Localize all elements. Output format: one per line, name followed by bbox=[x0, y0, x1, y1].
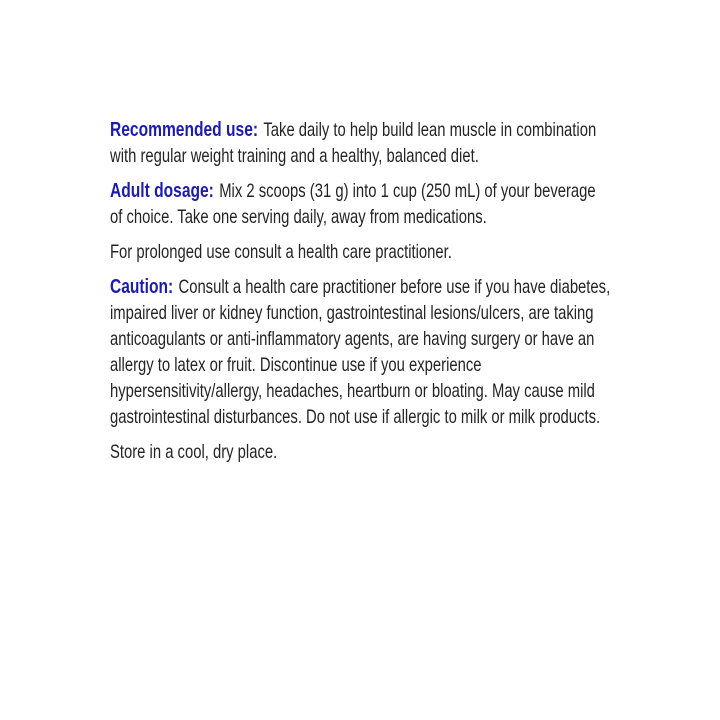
section-recommended-use bbox=[110, 117, 612, 169]
prolonged-use-body: For prolonged use consult a health care practitioner. bbox=[110, 241, 452, 263]
section-prolonged-use bbox=[110, 239, 612, 265]
recommended-use-body: Take daily to help build lean muscle in combination with regular weight training and a healthy, balanced diet. bbox=[110, 119, 597, 167]
caution-body: Consult a health care practitioner before use if you have diabetes, impaired liver or kidney function, gastrointestinal lesions/ulcers, are taking anticoagulants or anti-inflammatory agents, are having surgery or have an allergy to latex or fruit. Discontinue use if you experience hypersensitivity/allergy, headaches, heartburn or bloating. May cause mild gastrointestinal disturbances. Do not use if allergic to milk or milk products. bbox=[110, 276, 611, 428]
adult-dosage-heading: Adult dosage: bbox=[110, 179, 214, 202]
label-text-block bbox=[110, 117, 612, 474]
recommended-use-heading: Recommended use: bbox=[110, 118, 259, 141]
storage-body: Store in a cool, dry place. bbox=[110, 441, 278, 463]
caution-heading: Caution: bbox=[110, 275, 174, 298]
section-caution bbox=[110, 274, 612, 430]
section-storage bbox=[110, 439, 612, 465]
section-adult-dosage bbox=[110, 178, 612, 230]
adult-dosage-body: Mix 2 scoops (31 g) into 1 cup (250 mL) of your beverage of choice. Take one serving daily, away from medications. bbox=[110, 180, 596, 228]
